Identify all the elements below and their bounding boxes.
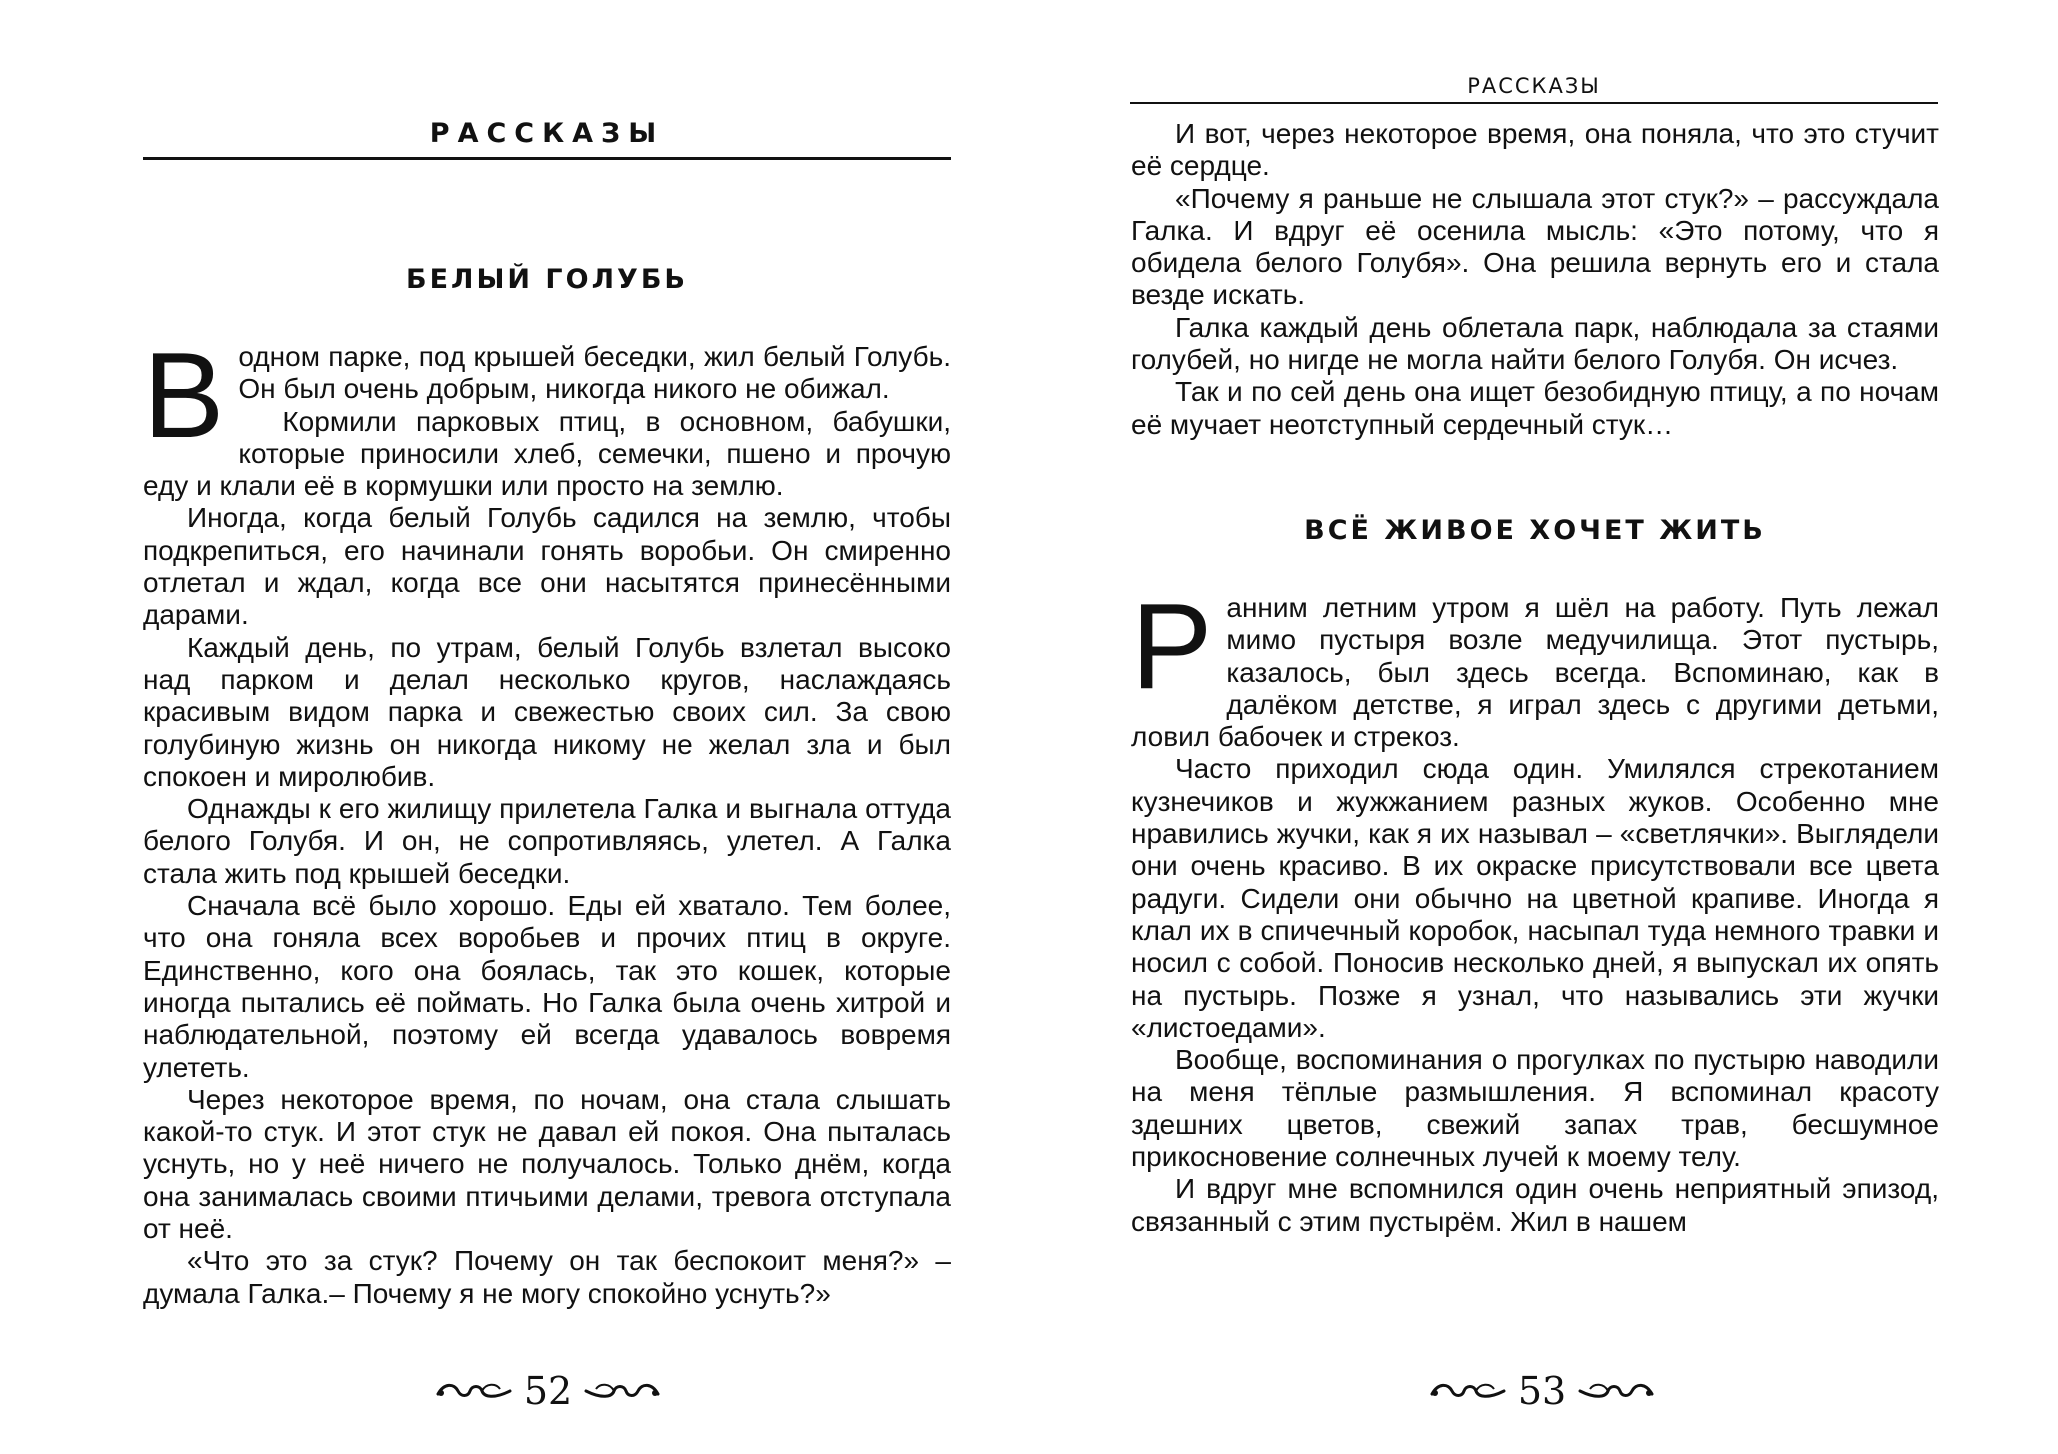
- paragraph: Иногда, когда белый Голубь садился на землю, чтобы подкрепиться, его начинали гонять воробьи. Он смиренно отлетал и ждал, когда все они насытятся принесёнными дарами.: [143, 502, 951, 631]
- paragraph: Каждый день, по утрам, белый Голубь взлетал высоко над парком и делал несколько кругов, наслаждаясь красивым видом парка и свежестью своих сил. За свою голубиную жизнь он никогда никому не желал зла и был спокоен и миролюбив.: [143, 631, 951, 792]
- paragraph: И вот, через некоторое время, она поняла, что это стучит её сердце.: [1131, 118, 1939, 182]
- flourish-ornament-icon: [434, 1379, 514, 1403]
- right-column: [1131, 118, 1939, 1238]
- paragraph: Часто приходил сюда один. Умилялся стрекотанием кузнечиков и жужжанием разных жуков. Особенно мне нравились жучки, как я их называл – «светлячки». Выглядели они очень красиво. В их окраске присутствовали все цвета радуги. Сидели они обычно на цветной крапиве. Иногда я клал их в спичечный коробок, насыпал туда немного травки и носил с собой. Поносив несколько дней, я выпускал их опять на пустырь. Позже я узнал, что назывались эти жучки «листоедами».: [1131, 753, 1939, 1043]
- story-title-all-living: ВСЁ ЖИВОЕ ХОЧЕТ ЖИТЬ: [1304, 514, 1766, 546]
- first-paragraph-text: одном парке, под крышей беседки, жил белый Голубь. Он был очень добрым, никогда никого не обижал.: [238, 341, 951, 405]
- first-paragraph-text: анним летним утром я шёл на работу. Путь лежал мимо пустыря возле медучилища. Этот пустырь, казалось, был здесь всегда. Вспоминаю, как в далёком детстве, я играл здесь с другими детьми, ловил бабочек и стрекоз.: [1131, 591, 1939, 753]
- flourish-ornament-icon: [582, 1379, 662, 1403]
- story-title-white-dove: БЕЛЫЙ ГОЛУБЬ: [406, 264, 688, 295]
- story-text-left: [143, 327, 951, 1310]
- drop-cap: В: [143, 327, 225, 463]
- first-paragraph: [1131, 577, 1939, 753]
- page-number: 52: [523, 1368, 573, 1413]
- paragraph: Так и по сей день она ищет безобидную птицу, а по ночам её мучает неотступный сердечный стук…: [1131, 376, 1939, 440]
- story-text-right: [1131, 577, 1939, 1238]
- left-column: [143, 118, 951, 1310]
- paragraph: И вдруг мне вспомнился один очень неприятный эпизод, связанный с этим пустырём. Жил в нашем: [1131, 1173, 1939, 1237]
- drop-cap: Р: [1131, 577, 1213, 714]
- paragraph: Вообще, воспоминания о прогулках по пустырю наводили на меня тёплые размышления. Я вспоминал красоту здешних цветов, свежий запах трав, бесшумное прикосновение солнечных лучей к моему телу.: [1131, 1044, 1939, 1173]
- page-number: 53: [1517, 1368, 1567, 1413]
- page-number-left: [398, 1364, 698, 1414]
- flourish-ornament-icon: [1428, 1379, 1508, 1403]
- story-text-continued: [1131, 118, 1939, 441]
- page-number-right: [1392, 1364, 1692, 1414]
- flourish-ornament-icon: [1576, 1379, 1656, 1403]
- paragraph: «Что это за стук? Почему он так беспокоит меня?» – думала Галка.– Почему я не могу спокойно уснуть?»: [143, 1245, 951, 1309]
- paragraph: «Почему я раньше не слышала этот стук?» – рассуждала Галка. И вдруг её осенила мысль: «Это потому, что я обидела белого Голубя». Она решила вернуть его и стала везде искать.: [1131, 182, 1939, 311]
- paragraph: Однажды к его жилищу прилетела Галка и выгнала оттуда белого Голубя. И он, не сопротивляясь, улетел. А Галка стала жить под крышей беседки.: [143, 793, 951, 889]
- paragraph: Галка каждый день облетала парк, наблюдала за стаями голубей, но нигде не могла найти белого Голубя. Он исчез.: [1131, 311, 1939, 376]
- paragraph: Кормили парковых птиц, в основном, бабушки, которые приносили хлеб, семечки, пшено и прочую еду и клали её в кормушки или просто на землю.: [143, 405, 951, 502]
- paragraph: Сначала всё было хорошо. Еды ей хватало. Тем более, что она гоняла всех воробьев и прочих птиц в округе. Единственно, кого она боялась, так это кошек, которые иногда пытались её поймать. Но Галка была очень хитрой и наблюдательной, поэтому ей всегда удавалось вовремя улететь.: [143, 890, 951, 1083]
- section-title: РАССКАЗЫ: [143, 118, 951, 160]
- running-head: РАССКАЗЫ: [1130, 74, 1938, 104]
- right-page: [1029, 0, 2058, 1454]
- paragraph: Через некоторое время, по ночам, она стала слышать какой-то стук. И этот стук не давал ей покоя. Она пыталась уснуть, но у неё ничего не получалось. Только днём, когда она занималась своими птичьими делами, тревога отступала от неё.: [143, 1083, 951, 1245]
